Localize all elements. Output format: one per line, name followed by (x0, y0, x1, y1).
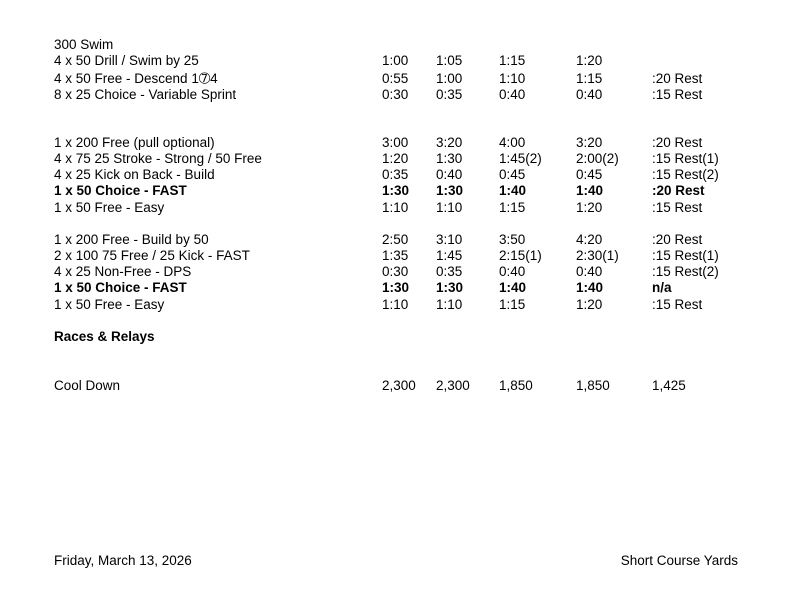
interval-col-3: 2:15(1) (499, 248, 542, 263)
interval-col-3: 1:15 (499, 297, 526, 312)
interval-col-1: 1:35 (382, 248, 409, 263)
interval-col-5: :15 Rest (652, 87, 703, 102)
workout-line-choice-fast-2 (0, 279, 792, 296)
set-description: 1 x 200 Free - Build by 50 (54, 232, 209, 247)
interval-col-4: 1:40 (576, 280, 604, 295)
interval-col-5: :20 Rest (652, 232, 703, 247)
set-description: 300 Swim (54, 37, 114, 52)
workout-line-variable-sprint (0, 86, 792, 103)
interval-col-1: 1:10 (382, 297, 409, 312)
interval-col-4: 0:45 (576, 167, 603, 182)
set-description: 2 x 100 75 Free / 25 Kick - FAST (54, 248, 250, 263)
set-description: 1 x 50 Choice - FAST (54, 183, 187, 198)
interval-col-2: 1:05 (436, 53, 463, 68)
workout-line-descend (0, 70, 792, 87)
interval-col-5: :15 Rest(2) (652, 167, 719, 182)
workout-line-free-200-build (0, 231, 792, 248)
set-description: 1 x 50 Choice - FAST (54, 280, 187, 295)
interval-col-4: 1:20 (576, 200, 603, 215)
interval-col-3: 0:40 (499, 264, 526, 279)
workout-line-free-kick-100 (0, 247, 792, 264)
set-description: 4 x 25 Non-Free - DPS (54, 264, 192, 279)
workout-line-free-easy-2 (0, 296, 792, 313)
interval-col-3: 1:40 (499, 183, 527, 198)
set-description: 1 x 200 Free (pull optional) (54, 135, 215, 150)
interval-col-2: 1:30 (436, 183, 464, 198)
interval-col-1: 0:30 (382, 87, 409, 102)
interval-col-1: 2,300 (382, 378, 416, 393)
interval-col-1: 1:30 (382, 183, 410, 198)
footer-date: Friday, March 13, 2026 (54, 553, 192, 568)
interval-col-3: 0:45 (499, 167, 526, 182)
workout-line-non-free-dps (0, 263, 792, 280)
footer-course: Short Course Yards (620, 553, 738, 568)
workout-line-cool-down (0, 377, 792, 394)
interval-col-2: 2,300 (436, 378, 470, 393)
interval-col-4: 3:20 (576, 135, 603, 150)
interval-col-1: 2:50 (382, 232, 409, 247)
interval-col-1: 1:20 (382, 151, 409, 166)
interval-col-4: 2:30(1) (576, 248, 619, 263)
interval-col-3: 1,850 (499, 378, 533, 393)
interval-col-1: 0:30 (382, 264, 409, 279)
interval-col-5: :20 Rest (652, 135, 703, 150)
interval-col-4: 0:40 (576, 87, 603, 102)
interval-col-5: :15 Rest (652, 297, 703, 312)
interval-col-4: 1:20 (576, 53, 603, 68)
interval-col-2: 1:45 (436, 248, 463, 263)
interval-col-5: :15 Rest(1) (652, 248, 719, 263)
interval-col-5: 1,425 (652, 378, 686, 393)
interval-col-2: 0:35 (436, 264, 463, 279)
interval-col-3: 1:10 (499, 71, 526, 86)
workout-line-choice-fast-1 (0, 182, 792, 199)
interval-col-3: 4:00 (499, 135, 526, 150)
set-description: 8 x 25 Choice - Variable Sprint (54, 87, 237, 102)
workout-line-free-easy-1 (0, 199, 792, 216)
interval-col-2: 3:10 (436, 232, 463, 247)
set-description: Cool Down (54, 378, 121, 393)
interval-col-2: 0:35 (436, 87, 463, 102)
interval-col-3: 1:45(2) (499, 151, 542, 166)
set-description: 1 x 50 Free - Easy (54, 297, 165, 312)
interval-col-2: 0:40 (436, 167, 463, 182)
interval-col-1: 3:00 (382, 135, 409, 150)
interval-col-2: 1:30 (436, 151, 463, 166)
interval-col-3: 0:40 (499, 87, 526, 102)
workout-line-stroke-75 (0, 150, 792, 167)
interval-col-1: 1:30 (382, 280, 410, 295)
set-description: 4 x 50 Free - Descend 1➆4 (54, 71, 218, 86)
interval-col-3: 3:50 (499, 232, 526, 247)
interval-col-1: 0:35 (382, 167, 409, 182)
interval-col-4: 4:20 (576, 232, 603, 247)
workout-line-drill-swim (0, 52, 792, 69)
interval-col-4: 1:15 (576, 71, 603, 86)
interval-col-5: :15 Rest (652, 200, 703, 215)
set-description: 4 x 75 25 Stroke - Strong / 50 Free (54, 151, 262, 166)
interval-col-2: 1:10 (436, 297, 463, 312)
interval-col-2: 1:00 (436, 71, 463, 86)
interval-col-5: :15 Rest(1) (652, 151, 719, 166)
workout-line-warmup (0, 36, 792, 53)
interval-col-5: n/a (652, 280, 672, 295)
interval-col-4: 2:00(2) (576, 151, 619, 166)
workout-line-kick-back (0, 166, 792, 183)
interval-col-5: :20 Rest (652, 71, 703, 86)
interval-col-4: 1:20 (576, 297, 603, 312)
interval-col-3: 1:15 (499, 200, 526, 215)
interval-col-2: 1:10 (436, 200, 463, 215)
interval-col-3: 1:40 (499, 280, 527, 295)
interval-col-5: :15 Rest(2) (652, 264, 719, 279)
workout-line-free-200-pull (0, 134, 792, 151)
workout-line-races-relays (0, 328, 792, 345)
interval-col-4: 1,850 (576, 378, 610, 393)
interval-col-1: 1:00 (382, 53, 409, 68)
interval-col-2: 3:20 (436, 135, 463, 150)
interval-col-3: 1:15 (499, 53, 526, 68)
interval-col-4: 1:40 (576, 183, 604, 198)
set-description: 1 x 50 Free - Easy (54, 200, 165, 215)
interval-col-1: 0:55 (382, 71, 409, 86)
set-description: 4 x 50 Drill / Swim by 25 (54, 53, 199, 68)
set-description: 4 x 25 Kick on Back - Build (54, 167, 215, 182)
interval-col-5: :20 Rest (652, 183, 705, 198)
interval-col-1: 1:10 (382, 200, 409, 215)
set-description: Races & Relays (54, 329, 155, 344)
interval-col-2: 1:30 (436, 280, 464, 295)
interval-col-4: 0:40 (576, 264, 603, 279)
